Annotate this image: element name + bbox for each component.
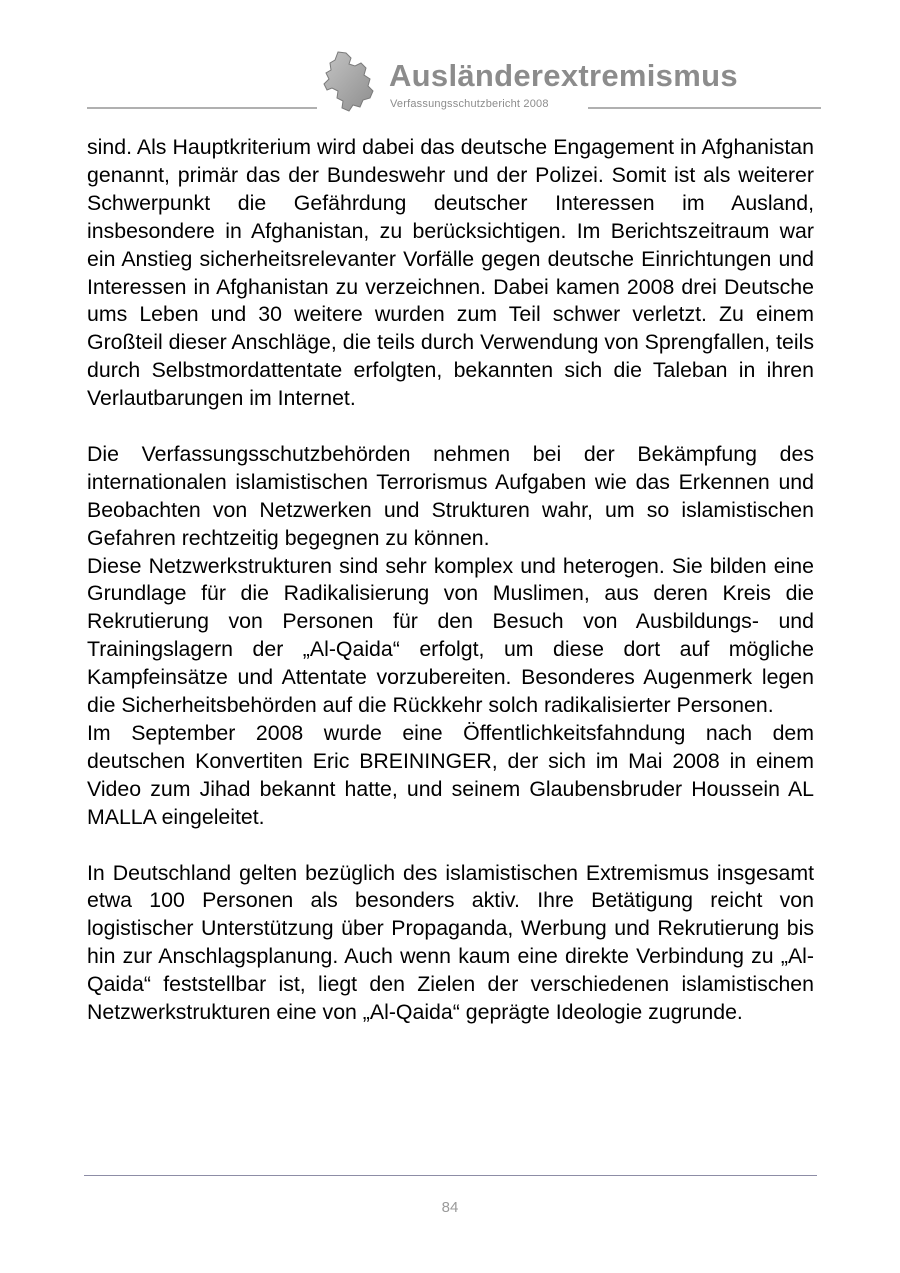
body-paragraph-5: In Deutschland gelten bezüglich des islamistischen Extremismus insgesamt etwa 100 Personen als besonders aktiv. Ihre Betätigung reicht von logistischer Unterstützung über Propaganda, Werbung und Rekrutierung bis hin zur Anschlagsplanung. Auch wenn kaum eine direkte Verbindung zu „Al-Qaida“ feststellbar ist, liegt den Zielen der verschiedenen islamistischen Netzwerkstrukturen eine von „Al-Qaida“ geprägte Ideologie zugrunde. bbox=[87, 860, 814, 1025]
footer-rule bbox=[84, 1175, 817, 1176]
header-title: Ausländerextremismus bbox=[389, 58, 738, 93]
paragraph-gap bbox=[87, 832, 814, 860]
header-rule-right bbox=[588, 107, 821, 109]
paragraph-gap bbox=[87, 413, 814, 441]
body-paragraph-3: Diese Netzwerkstrukturen sind sehr komplex und heterogen. Sie bilden eine Grundlage für die Radikalisierung von Muslimen, aus deren Kreis die Rekrutierung von Personen für den Besuch von Ausbildungs- und Trainingslagern der „Al-Qaida“ erfolgt, um diese dort auf mögliche Kampfeinsätze und Attentate vorzubereiten. Besonderes Augenmerk legen die Sicherheitsbehörden auf die Rückkehr solch radikalisierter Personen. bbox=[87, 553, 814, 718]
header-rule-left bbox=[87, 107, 317, 109]
saxony-anhalt-map-icon bbox=[318, 50, 380, 116]
header-subtitle: Verfassungsschutzbericht 2008 bbox=[390, 98, 549, 110]
page-header bbox=[0, 0, 900, 120]
body-paragraph-2: Die Verfassungsschutzbehörden nehmen bei der Bekämpfung des internationalen islamistischen Terrorismus Aufgaben wie das Erkennen und Beobachten von Netzwerken und Strukturen wahr, um so islamistischen Gefahren rechtzeitig begegnen zu können. bbox=[87, 441, 814, 550]
main-content bbox=[87, 134, 814, 1027]
page-number: 84 bbox=[441, 1199, 459, 1216]
body-paragraph-4: Im September 2008 wurde eine Öffentlichkeitsfahndung nach dem deutschen Konvertiten Eric BREININGER, der sich im Mai 2008 in einem Video zum Jihad bekannt hatte, und seinem Glaubensbruder Houssein AL MALLA eingeleitet. bbox=[87, 721, 814, 829]
body-paragraph-1: sind. Als Hauptkriterium wird dabei das deutsche Engagement in Afghanistan genannt, primär das der Bundeswehr und der Polizei. Somit ist als weiterer Schwerpunkt die Gefährdung deutscher Interessen im Ausland, insbesondere in Afghanistan, zu berücksichtigen. Im Berichtszeitraum war ein Anstieg sicherheitsrelevanter Vorfälle gegen deutsche Einrichtungen und Interessen in Afghanistan zu verzeichnen. Dabei kamen 2008 drei Deutsche ums Leben und 30 weitere wurden zum Teil schwer verletzt. Zu einem Großteil dieser Anschläge, die teils durch Verwendung von Sprengfallen, teils durch Selbstmordattentate erfolgten, bekannten sich die Taleban in ihren Verlautbarungen im Internet. bbox=[87, 135, 814, 411]
